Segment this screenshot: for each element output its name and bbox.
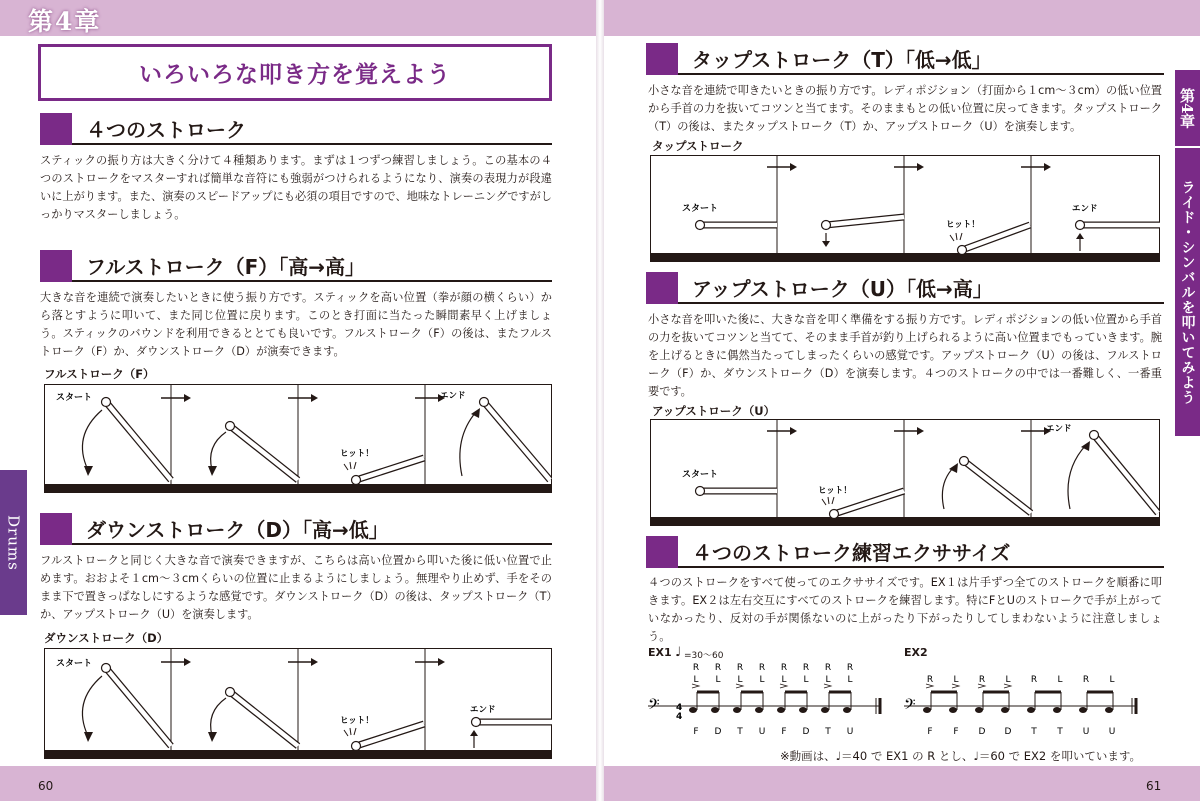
tap-stroke-text: 小さな音を連続で叩きたいときの振り方です。レディポジション（打面から１cm～３cm）の低い位置から手首の力を抜いてコツンと当てます。そのままもとの低い位置に戻ってきます。タップストローク（T）の後は、またタップストローク（T）か、アップストローク（U）を演奏します。: [648, 84, 1162, 133]
stroke-label: U: [1108, 727, 1116, 737]
left-page-number: 60: [38, 779, 54, 793]
stroke-label: D: [714, 727, 722, 737]
hand-label: L: [803, 675, 809, 685]
stroke-label: D: [802, 727, 810, 737]
hand-label: R: [758, 663, 766, 673]
hand-label: L: [715, 675, 721, 685]
full-stroke-diagram: [44, 384, 552, 494]
drumstick: [1090, 431, 1159, 514]
header-square: [40, 250, 72, 282]
section-title: ダウンストローク（D）「高→低」: [86, 517, 389, 542]
hand-label: L: [1109, 675, 1115, 685]
diagram-frame: [651, 420, 1160, 526]
sequence-arrow: [767, 427, 797, 435]
stroke-label: U: [1082, 727, 1090, 737]
ex1-tempo: =30～60: [684, 651, 724, 661]
note-head: [1001, 707, 1009, 713]
stroke-label: U: [846, 727, 854, 737]
section-side-tab[interactable]: ライド・シンバルを叩いてみよう: [1175, 148, 1200, 436]
start-label: スタート: [682, 470, 719, 480]
note-head: [949, 707, 957, 713]
drumstick: [696, 221, 778, 230]
section-full-stroke-header: [40, 250, 552, 282]
down-stroke-diagram: [44, 648, 552, 760]
end-label: エンド: [440, 391, 466, 401]
hand-label: R: [846, 663, 854, 673]
hit-label: ヒット！: [340, 716, 374, 726]
ex1-notation: [640, 658, 885, 740]
note-head: [755, 707, 763, 713]
header-square: [646, 272, 678, 304]
hand-label: R: [1030, 675, 1038, 685]
section-title: ４つのストローク練習エクササイズ: [692, 540, 1011, 565]
tap-stroke-diagram: [650, 155, 1160, 263]
hand-label: R: [736, 663, 744, 673]
hand-label: L: [1057, 675, 1063, 685]
drumstick: [102, 664, 172, 747]
drumstick: [822, 217, 905, 230]
ex2-notation: [896, 658, 1141, 740]
end-label: エンド: [470, 705, 496, 715]
hand-label: L: [693, 675, 699, 685]
main-title: いろいろな叩き方を覚えよう: [38, 44, 552, 101]
hand-label: R: [1082, 675, 1090, 685]
drumstick: [472, 718, 553, 727]
section-title: アップストローク（U）「低→高」: [692, 276, 993, 301]
motion-arrow: [942, 467, 954, 509]
section-up-stroke-header: [646, 272, 1164, 304]
note-head: [821, 707, 829, 713]
sequence-arrow: [1021, 163, 1051, 171]
ex1-label: EX1: [648, 646, 672, 659]
exercise-text: ４つのストロークをすべて使ってのエクササイズです。EX１は片手ずつ全てのストロークを順番に叩きます。EX２は左右交互にすべてのストロークを練習します。特にFとUのストロークで手が上がっていなかったり、反対の手が関係ないのに上がったり下がったりしてしまわないように注意しましょう。: [648, 576, 1162, 643]
stroke-label: F: [693, 727, 699, 737]
start-label: スタート: [682, 204, 719, 214]
time-sig-bottom: 4: [676, 712, 683, 722]
end-label: エンド: [1072, 204, 1098, 214]
motion-arrowhead: [208, 466, 217, 476]
page-gutter: [596, 0, 604, 801]
hand-label: R: [692, 663, 700, 673]
hand-label: R: [824, 663, 832, 673]
motion-arrow: [82, 676, 102, 736]
hand-label: R: [780, 663, 788, 673]
stroke-label: F: [781, 727, 787, 737]
sequence-arrow: [161, 658, 191, 666]
hand-label: L: [781, 675, 787, 685]
note-head: [689, 707, 697, 713]
stroke-label: T: [1057, 727, 1063, 737]
motion-arrow: [460, 412, 476, 476]
start-label: スタート: [56, 659, 93, 669]
drum-surface: [44, 750, 552, 759]
note-head: [799, 707, 807, 713]
end-label: エンド: [1046, 424, 1072, 434]
start-label: スタート: [56, 393, 93, 403]
drum-surface: [44, 484, 552, 493]
note-head: [733, 707, 741, 713]
section-down-stroke-header: [40, 513, 552, 545]
stroke-label: U: [758, 727, 766, 737]
section-title: タップストローク（T）「低→低」: [692, 47, 992, 72]
four-strokes-text: スティックの振り方は大きく分けて４種類あります。まずは１つずつ練習しましょう。この基本の４つのストロークをマスターすれば簡単な音符にも強弱がつけられるようになり、演奏の表現力が段違いに上がります。また、演奏のスピードアップにも必須の項目ですので、地味なトレーニングですがしっかりマスターしましょう。: [40, 154, 552, 221]
header-square: [646, 536, 678, 568]
impact-marks: [344, 462, 356, 470]
drum-surface: [650, 517, 1160, 526]
full-stroke-text: 大きな音を連続で演奏したいときに使う振り方です。スティックを高い位置（拳が顔の横くらい）から落とすように叩いて、また同じ位置に戻ります。このとき打面に当たった瞬間素早く上げましょう。スティックのバウンドを利用できるととても良いです。フルストローク（F）の後は、またフルストローク（F）か、ダウンストローク（D）が演奏できます。: [40, 291, 552, 358]
sequence-arrow: [288, 394, 318, 402]
quarter-note-icon: ♩: [675, 645, 682, 660]
stroke-label: T: [1031, 727, 1037, 737]
full-stroke-diagram-label: フルストローク（F）: [44, 367, 155, 381]
motion-arrow: [211, 698, 226, 736]
stroke-label: T: [737, 727, 743, 737]
drumstick: [352, 458, 425, 485]
sequence-arrow: [894, 163, 924, 171]
sequence-arrow: [415, 658, 445, 666]
hand-label: R: [978, 675, 986, 685]
impact-marks: [950, 233, 962, 241]
note-head: [711, 707, 719, 713]
hand-label: R: [714, 663, 722, 673]
stroke-label: D: [978, 727, 986, 737]
time-sig-top: 4: [676, 703, 683, 713]
hand-label: R: [802, 663, 810, 673]
drumstick: [696, 487, 778, 496]
sequence-arrow: [161, 394, 191, 402]
section-tap-stroke-header: [646, 43, 1164, 75]
hand-label: L: [1005, 675, 1011, 685]
chapter-heading: 第4章: [28, 7, 102, 36]
note-head: [1079, 707, 1087, 713]
drum-surface: [650, 253, 1160, 262]
motion-arrowhead: [208, 732, 217, 742]
motion-arrow: [211, 432, 226, 470]
up-stroke-diagram-label: アップストローク（U）: [652, 404, 776, 418]
hit-label: ヒット！: [340, 449, 374, 459]
note-head: [777, 707, 785, 713]
up-stroke-text: 小さな音を叩いた後に、大きな音を叩く準備をする振り方です。レディポジションの低い位置から手首の力を抜いてコツンと当てて、そのまま手首が釣り上げられるように高い位置までもっていきます。腕を上げるときに偶然当たってしまったくらいの感覚です。アップストローク（U）の後は、フルストローク（F）か、ダウンストローク（D）を演奏します。４つのストロークの中では一番難しく、一番重要です。: [648, 313, 1162, 398]
hand-label: R: [926, 675, 934, 685]
header-square: [40, 513, 72, 545]
note-head: [843, 707, 851, 713]
motion-arrow: [1068, 445, 1086, 509]
motion-arrowhead: [822, 241, 830, 247]
drumstick: [960, 457, 1032, 514]
sequence-arrow: [894, 427, 924, 435]
drumstick: [1076, 221, 1161, 230]
hand-label: L: [825, 675, 831, 685]
drumstick: [102, 398, 172, 481]
ex2-label: EX2: [904, 646, 928, 659]
drumstick: [226, 422, 299, 481]
sequence-arrow: [767, 163, 797, 171]
motion-arrowhead: [84, 466, 93, 476]
motion-arrowhead: [1076, 233, 1084, 239]
hit-label: ヒット！: [946, 220, 980, 230]
video-note: ※動画は、♩＝40 で EX1 の R とし、♩＝60 で EX2 を叩いています。: [780, 749, 1141, 763]
motion-arrow: [82, 410, 102, 470]
section-title: フルストローク（F）「高→高」: [86, 254, 366, 279]
down-stroke-text: フルストロークと同じく大きな音で演奏できますが、こちらは高い位置から叩いた後に低い位置で止めます。おおよそ１cm～３cmくらいの位置に止まるようにしましょう。無理やり止めず、手をそのまま下で置きっぱなしにするような感覚です。ダウンストローク（D）の後は、タップストローク（T）か、アップストローク（U）を演奏します。: [40, 554, 552, 621]
section-exercise-header: [646, 536, 1164, 568]
hand-label: L: [953, 675, 959, 685]
header-square: [40, 113, 72, 145]
section-four-strokes-header: [40, 113, 552, 145]
up-stroke-diagram: [650, 419, 1160, 527]
right-page-number: 61: [1146, 779, 1162, 793]
header-square: [646, 43, 678, 75]
note-head: [1053, 707, 1061, 713]
stroke-label: F: [927, 727, 933, 737]
section-title: ４つのストローク: [86, 117, 246, 142]
note-head: [1105, 707, 1113, 713]
drumstick: [352, 724, 425, 751]
drumstick: [480, 398, 551, 481]
note-head: [1027, 707, 1035, 713]
sequence-arrow: [288, 658, 318, 666]
tap-stroke-diagram-label: タップストローク: [652, 139, 744, 153]
drumstick: [226, 688, 299, 747]
impact-marks: [344, 728, 356, 736]
stroke-label: F: [953, 727, 959, 737]
hand-label: L: [847, 675, 853, 685]
bass-clef-icon: 𝄢: [904, 696, 916, 717]
hand-label: L: [759, 675, 765, 685]
stroke-label: T: [825, 727, 831, 737]
hit-label: ヒット！: [818, 486, 852, 496]
stroke-label: D: [1004, 727, 1012, 737]
chapter-side-tab[interactable]: 第4章: [1175, 70, 1200, 146]
note-head: [975, 707, 983, 713]
motion-arrowhead: [84, 732, 93, 742]
motion-arrowhead: [470, 730, 478, 736]
bass-clef-icon: 𝄢: [648, 696, 660, 717]
note-head: [923, 707, 931, 713]
drums-side-tab[interactable]: Drums: [0, 470, 27, 615]
impact-marks: [822, 497, 834, 505]
down-stroke-diagram-label: ダウンストローク（D）: [44, 631, 169, 645]
hand-label: L: [737, 675, 743, 685]
